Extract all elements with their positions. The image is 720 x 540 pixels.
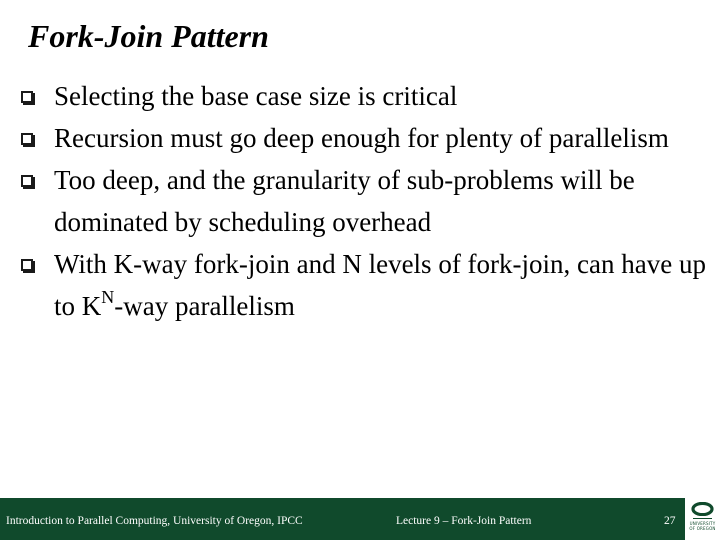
bullet-text: Recursion must go deep enough for plenty of parallelism bbox=[54, 123, 669, 153]
bullet-text: Selecting the base case size is critical bbox=[54, 81, 458, 111]
university-of-oregon-o-logo-icon bbox=[690, 502, 715, 516]
footer-lecture-title: Lecture 9 – Fork-Join Pattern bbox=[396, 515, 532, 527]
university-logo bbox=[685, 498, 720, 540]
bullet-list bbox=[54, 75, 714, 327]
bullet-text-before: With K-way fork-join and N levels of fork-join, can have up to K bbox=[54, 249, 706, 321]
square-bullet-icon bbox=[21, 259, 33, 271]
footer-course-title: Introduction to Parallel Computing, University of Oregon, IPCC bbox=[6, 515, 303, 527]
square-bullet-icon bbox=[21, 91, 33, 103]
superscript-n: N bbox=[101, 287, 115, 307]
logo-line-1: UNIVERSITY bbox=[689, 521, 716, 526]
square-bullet-icon bbox=[21, 133, 33, 145]
footer-bar bbox=[0, 498, 685, 540]
bullet-text bbox=[54, 249, 706, 321]
square-bullet-icon bbox=[21, 175, 33, 187]
bullet-item bbox=[54, 159, 714, 243]
slide-page-number: 27 bbox=[664, 515, 676, 527]
bullet-text-after: -way parallelism bbox=[114, 291, 295, 321]
bullet-text: Too deep, and the granularity of sub-problems will be dominated by scheduling overhead bbox=[54, 165, 635, 237]
logo-line-2: OF OREGON bbox=[689, 526, 716, 531]
bullet-item bbox=[54, 117, 714, 159]
logo-divider bbox=[693, 518, 712, 519]
slide-title: Fork-Join Pattern bbox=[28, 18, 269, 54]
bullet-item bbox=[54, 243, 714, 327]
logo-wordmark bbox=[687, 521, 718, 531]
bullet-item bbox=[54, 75, 714, 117]
